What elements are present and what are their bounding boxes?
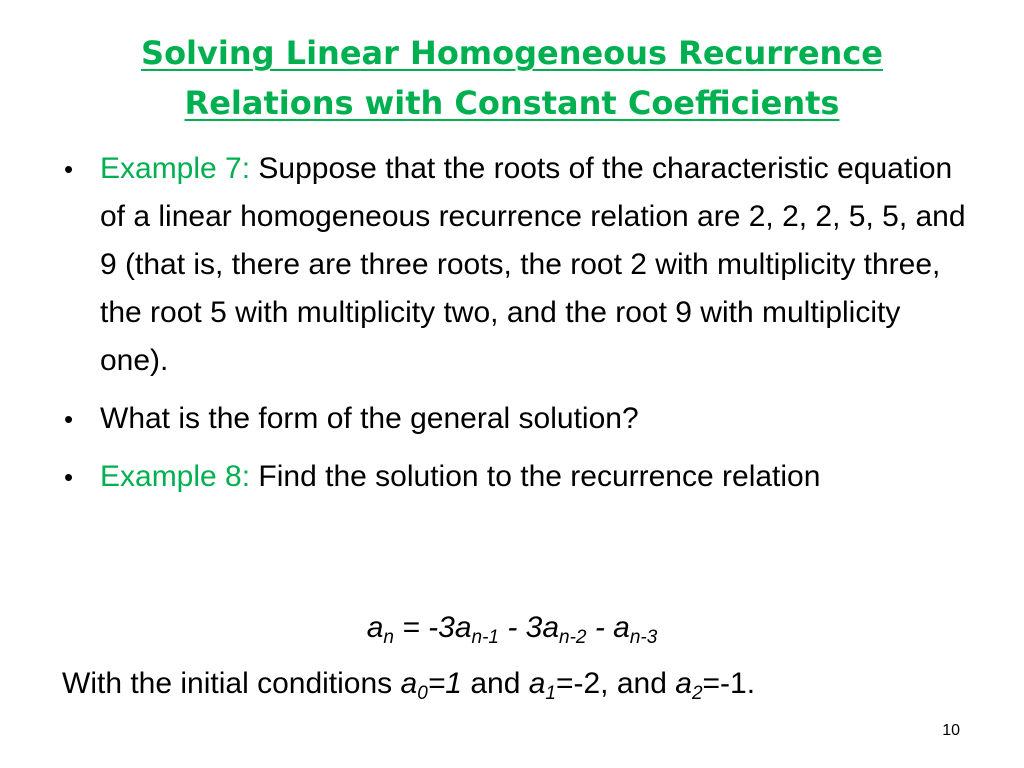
formula-subscript-2: n-2 (559, 627, 587, 648)
bullet-text: Suppose that the roots of the characteristic equation of a linear homogeneous recurrence relation are 2, 2, 2, 5, 5, and 9 (that is, there are three roots, the root 2 with multiplicity three, the root 5 with multiplicity two, and the root 9 with multiplicity one). (100, 152, 966, 377)
page-number: 10 (942, 722, 960, 739)
bullet-dot-icon: • (64, 154, 74, 184)
slide-title-line-1: Solving Linear Homogeneous Recurrence (141, 34, 883, 72)
bullet-general-solution-question (62, 395, 972, 443)
bullet-dot-icon: • (64, 404, 74, 434)
initial-prefix: With the initial conditions (62, 667, 401, 700)
formula-lhs-subscript: n (383, 627, 394, 648)
initial-a0-var: a (400, 667, 418, 700)
slide-title-line-2: Relations with Constant Coefficients (184, 84, 840, 122)
formula-subscript-1: n-1 (471, 627, 499, 648)
initial-a1-var: a (528, 667, 546, 700)
initial-a2-subscript: 2 (691, 683, 703, 704)
bullet-dot-icon: • (64, 462, 74, 492)
bullet-example-7 (62, 145, 972, 385)
bullet-label: Example 8: (100, 460, 251, 493)
formula-term-1: = -3a (393, 611, 472, 644)
bullet-text: Find the solution to the recurrence relation (258, 460, 821, 493)
initial-conditions (62, 664, 962, 704)
slide-title (60, 28, 964, 128)
initial-a0-value: =1 (427, 667, 462, 700)
bullet-example-8 (62, 453, 972, 501)
initial-a1-subscript: 1 (545, 683, 556, 704)
formula-term-3: - a (586, 611, 630, 644)
recurrence-formula (0, 608, 1024, 648)
formula-subscript-3: n-3 (629, 627, 658, 648)
bullet-text: What is the form of the general solution? (100, 402, 639, 435)
formula-term-2: - 3a (498, 611, 560, 644)
bullet-label: Example 7: (100, 152, 251, 185)
bullet-list (62, 145, 972, 511)
initial-a2-value: =-1. (702, 667, 756, 700)
initial-a2-var: a (675, 667, 692, 700)
initial-a0-subscript: 0 (417, 683, 428, 704)
formula-lhs-var: a (366, 611, 384, 644)
initial-and: and (461, 667, 529, 700)
initial-a1-value: =-2, and (555, 667, 676, 700)
